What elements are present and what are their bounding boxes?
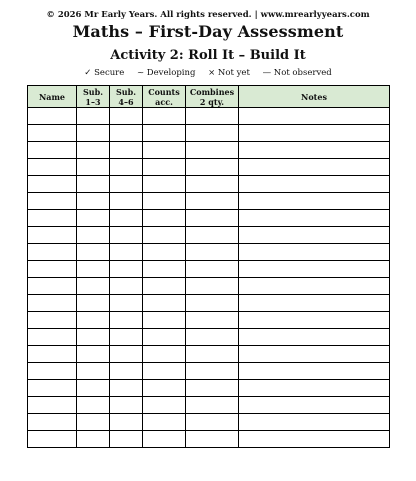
table-cell <box>143 159 186 176</box>
table-cell <box>186 142 239 159</box>
table-cell <box>77 142 110 159</box>
table-row <box>28 159 390 176</box>
table-cell <box>239 227 390 244</box>
table-cell <box>143 227 186 244</box>
table-cell <box>110 227 143 244</box>
table-row <box>28 312 390 329</box>
table-row <box>28 431 390 448</box>
table-cell <box>77 431 110 448</box>
table-cell <box>186 125 239 142</box>
table-cell <box>110 380 143 397</box>
table-cell <box>77 278 110 295</box>
table-cell <box>77 227 110 244</box>
table-cell <box>110 431 143 448</box>
table-cell <box>28 295 77 312</box>
table-row <box>28 278 390 295</box>
table-cell <box>28 278 77 295</box>
table-row <box>28 176 390 193</box>
table-cell <box>110 176 143 193</box>
table-cell <box>143 414 186 431</box>
table-cell <box>77 414 110 431</box>
table-cell <box>110 397 143 414</box>
table-cell <box>143 278 186 295</box>
table-cell <box>239 244 390 261</box>
table-cell <box>28 227 77 244</box>
table-row <box>28 210 390 227</box>
table-cell <box>110 142 143 159</box>
table-cell <box>239 312 390 329</box>
table-row <box>28 261 390 278</box>
table-cell <box>239 346 390 363</box>
table-cell <box>77 193 110 210</box>
table-cell <box>110 244 143 261</box>
table-cell <box>186 210 239 227</box>
table-cell <box>28 397 77 414</box>
table-cell <box>77 125 110 142</box>
table-cell <box>239 363 390 380</box>
table-cell <box>28 244 77 261</box>
table-cell <box>110 108 143 125</box>
table-cell <box>239 125 390 142</box>
table-cell <box>186 397 239 414</box>
table-cell <box>186 346 239 363</box>
table-cell <box>143 142 186 159</box>
table-row <box>28 414 390 431</box>
table-cell <box>143 312 186 329</box>
copyright-notice: © 2026 Mr Early Years. All rights reserved. | www.mrearlyyears.com <box>46 10 370 20</box>
column-header-sub-4-6: Sub. 4–6 <box>110 86 143 108</box>
table-row <box>28 329 390 346</box>
table-cell <box>143 397 186 414</box>
table-cell <box>239 142 390 159</box>
table-row <box>28 295 390 312</box>
table-cell <box>239 159 390 176</box>
table-cell <box>186 193 239 210</box>
table-cell <box>239 278 390 295</box>
table-cell <box>110 363 143 380</box>
table-cell <box>77 329 110 346</box>
column-header-counts-acc: Counts acc. <box>143 86 186 108</box>
legend-not-yet: × Not yet <box>208 68 250 78</box>
table-cell <box>186 176 239 193</box>
table-cell <box>110 295 143 312</box>
table-cell <box>143 380 186 397</box>
table-cell <box>28 142 77 159</box>
header-row <box>28 86 390 108</box>
table-cell <box>110 346 143 363</box>
table-cell <box>239 108 390 125</box>
table-cell <box>28 380 77 397</box>
table-cell <box>239 380 390 397</box>
column-header-name: Name <box>28 86 77 108</box>
table-cell <box>143 193 186 210</box>
table-cell <box>186 244 239 261</box>
table-cell <box>28 176 77 193</box>
table-cell <box>77 295 110 312</box>
table-cell <box>77 380 110 397</box>
table-cell <box>186 108 239 125</box>
table-cell <box>28 210 77 227</box>
table-row <box>28 125 390 142</box>
table-cell <box>110 125 143 142</box>
table-cell <box>28 329 77 346</box>
table-cell <box>143 244 186 261</box>
table-cell <box>143 363 186 380</box>
table-row <box>28 142 390 159</box>
table-cell <box>77 176 110 193</box>
table-cell <box>143 210 186 227</box>
column-header-sub-1-3: Sub. 1–3 <box>77 86 110 108</box>
column-header-notes: Notes <box>239 86 390 108</box>
table-cell <box>28 312 77 329</box>
table-cell <box>186 431 239 448</box>
table-cell <box>186 159 239 176</box>
table-body <box>28 108 390 448</box>
table-cell <box>239 431 390 448</box>
table-cell <box>186 414 239 431</box>
table-cell <box>110 312 143 329</box>
table-cell <box>28 261 77 278</box>
table-cell <box>28 125 77 142</box>
table-row <box>28 227 390 244</box>
table-row <box>28 397 390 414</box>
table-cell <box>110 278 143 295</box>
table-cell <box>110 210 143 227</box>
table-cell <box>186 295 239 312</box>
table-cell <box>77 108 110 125</box>
table-cell <box>77 346 110 363</box>
table-cell <box>28 159 77 176</box>
table-cell <box>186 312 239 329</box>
table-cell <box>77 159 110 176</box>
table-cell <box>239 193 390 210</box>
table-cell <box>28 431 77 448</box>
table-cell <box>186 278 239 295</box>
table-row <box>28 193 390 210</box>
table-cell <box>143 431 186 448</box>
table-cell <box>110 159 143 176</box>
table-cell <box>239 176 390 193</box>
table-row <box>28 363 390 380</box>
table-cell <box>186 380 239 397</box>
legend-developing: ~ Developing <box>136 68 196 78</box>
table-cell <box>110 261 143 278</box>
legend <box>0 68 416 78</box>
table-cell <box>77 261 110 278</box>
table-cell <box>186 363 239 380</box>
table-cell <box>239 329 390 346</box>
assessment-table <box>27 85 390 448</box>
table-cell <box>143 261 186 278</box>
table-cell <box>239 210 390 227</box>
table-cell <box>77 363 110 380</box>
table-cell <box>239 295 390 312</box>
table-cell <box>186 329 239 346</box>
table-cell <box>239 397 390 414</box>
legend-not-observed: — Not observed <box>262 68 332 78</box>
table-cell <box>77 397 110 414</box>
table-cell <box>186 227 239 244</box>
table-cell <box>143 176 186 193</box>
table-cell <box>77 244 110 261</box>
table-cell <box>143 295 186 312</box>
table-cell <box>110 329 143 346</box>
table-cell <box>239 414 390 431</box>
table-cell <box>28 193 77 210</box>
table-cell <box>186 261 239 278</box>
table-cell <box>28 363 77 380</box>
table-cell <box>143 108 186 125</box>
table-cell <box>239 261 390 278</box>
table-row <box>28 108 390 125</box>
table-row <box>28 346 390 363</box>
table-cell <box>110 193 143 210</box>
table-row <box>28 380 390 397</box>
table-cell <box>110 414 143 431</box>
table-cell <box>28 346 77 363</box>
table-cell <box>143 329 186 346</box>
table-cell <box>143 346 186 363</box>
page-title: Maths – First-Day Assessment <box>72 22 344 41</box>
table-cell <box>143 125 186 142</box>
table-row <box>28 244 390 261</box>
legend-secure: ✓ Secure <box>84 68 125 78</box>
table-cell <box>28 108 77 125</box>
table-cell <box>77 210 110 227</box>
column-header-combines-2-qty: Combines 2 qty. <box>186 86 239 108</box>
activity-subtitle: Activity 2: Roll It – Build It <box>110 48 306 63</box>
table-cell <box>77 312 110 329</box>
table-cell <box>28 414 77 431</box>
